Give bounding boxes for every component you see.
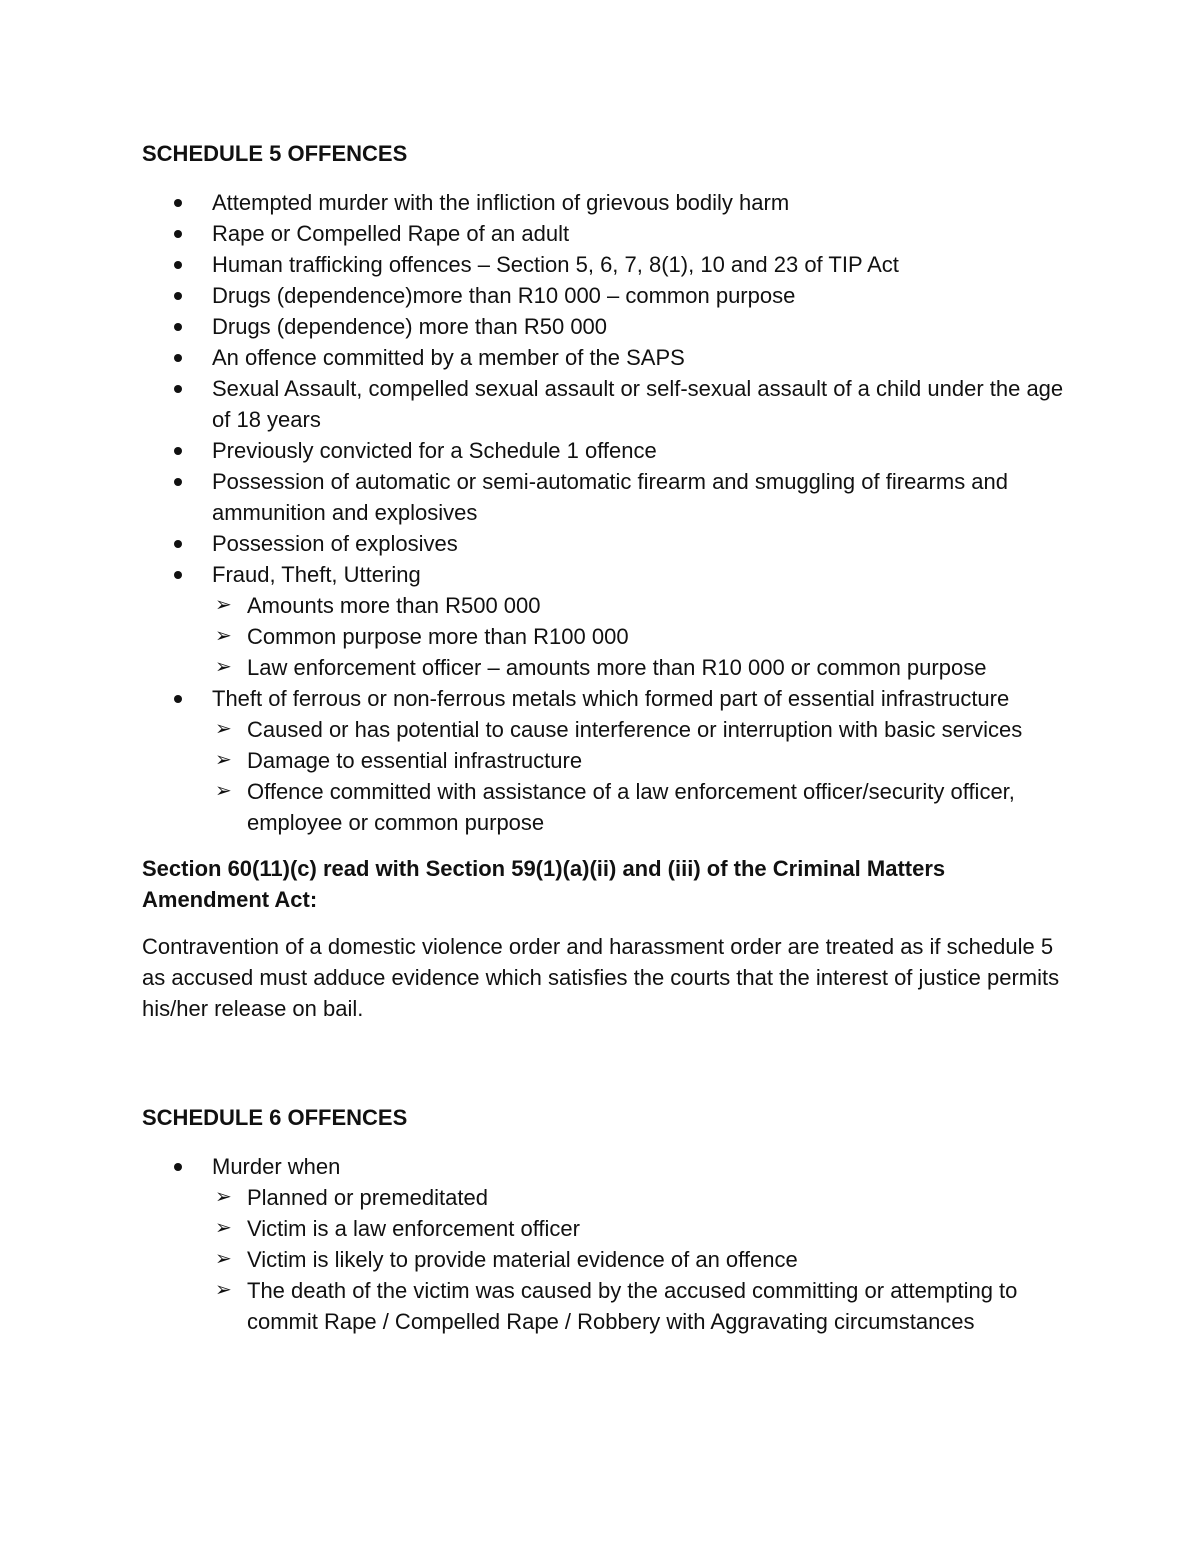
bullet-icon [174,695,182,703]
list-item [142,559,1072,683]
sub-list-item-text: Planned or premeditated [247,1185,488,1210]
sub-list-item [212,776,1072,838]
list-item [142,187,1072,218]
list-item [142,466,1072,528]
sub-list [212,714,1072,838]
bullet-icon [174,571,182,579]
schedule-5-list [142,187,1072,838]
list-item [142,683,1072,838]
bullet-icon [174,354,182,362]
sub-list-item [212,590,1072,621]
bullet-icon [174,261,182,269]
sub-list [212,1182,1072,1337]
sub-list-item [212,714,1072,745]
list-item-text: Drugs (dependence)more than R10 000 – common purpose [212,283,796,308]
list-item [142,218,1072,249]
list-item-text: Murder when [212,1154,341,1179]
sub-list-item-text: Victim is a law enforcement officer [247,1216,580,1241]
list-item [142,280,1072,311]
sub-list-item-text: Caused or has potential to cause interference or interruption with basic services [247,717,1023,742]
bullet-icon [174,292,182,300]
schedule-6-list [142,1151,1072,1337]
list-item [142,249,1072,280]
arrow-bullet-icon: ➢ [215,1248,232,1270]
sub-list-item-text: Victim is likely to provide material evidence of an offence [247,1247,798,1272]
bullet-icon [174,199,182,207]
arrow-bullet-icon: ➢ [215,749,232,771]
arrow-bullet-icon: ➢ [215,780,232,802]
sub-list-item-text: Common purpose more than R100 000 [247,624,629,649]
list-item [142,311,1072,342]
list-item-text: Possession of explosives [212,531,458,556]
document-page [142,138,1072,1337]
list-item-text: Sexual Assault, compelled sexual assault or self-sexual assault of a child under the age of 18 years [212,376,1064,432]
list-item-text: Possession of automatic or semi-automatic firearm and smuggling of firearms and ammunition and explosives [212,469,1009,525]
sub-list-item [212,621,1072,652]
list-item-text: Fraud, Theft, Uttering [212,562,421,587]
sub-list-item [212,1275,1072,1337]
list-item [142,435,1072,466]
arrow-bullet-icon: ➢ [215,594,232,616]
sub-list-item-text: The death of the victim was caused by the accused committing or attempting to commit Rape / Compelled Rape / Robbery with Aggravating circumstances [247,1278,1018,1334]
bullet-icon [174,540,182,548]
section-60-paragraph: Contravention of a domestic violence order and harassment order are treated as if schedule 5 as accused must adduce evidence which satisfies the courts that the interest of justice permits his/her release on bail. [142,934,1060,1021]
list-item-text: Human trafficking offences – Section 5, 6, 7, 8(1), 10 and 23 of TIP Act [212,252,899,277]
list-item [142,373,1072,435]
list-item-text: An offence committed by a member of the SAPS [212,345,685,370]
sub-list-item [212,1182,1072,1213]
bullet-icon [174,323,182,331]
sub-list-item-text: Amounts more than R500 000 [247,593,541,618]
sub-list [212,590,1072,683]
list-item [142,528,1072,559]
bullet-icon [174,230,182,238]
sub-list-item [212,652,1072,683]
sub-list-item-text: Offence committed with assistance of a law enforcement officer/security officer, employee or common purpose [247,779,1015,835]
sub-list-item-text: Law enforcement officer – amounts more than R10 000 or common purpose [247,655,987,680]
arrow-bullet-icon: ➢ [215,1279,232,1301]
list-item [142,342,1072,373]
section-60-heading: Section 60(11)(c) read with Section 59(1)(a)(ii) and (iii) of the Criminal Matters Amendment Act: [142,856,946,912]
list-item-text: Theft of ferrous or non-ferrous metals which formed part of essential infrastructure [212,686,1010,711]
list-item-text: Rape or Compelled Rape of an adult [212,221,570,246]
list-item-text: Attempted murder with the infliction of grievous bodily harm [212,190,790,215]
bullet-icon [174,1163,182,1171]
bullet-icon [174,478,182,486]
sub-list-item-text: Damage to essential infrastructure [247,748,583,773]
bullet-icon [174,447,182,455]
schedule-6-heading: SCHEDULE 6 OFFENCES [142,1105,408,1130]
arrow-bullet-icon: ➢ [215,656,232,678]
list-item-text: Drugs (dependence) more than R50 000 [212,314,608,339]
sub-list-item [212,1213,1072,1244]
schedule-5-heading: SCHEDULE 5 OFFENCES [142,141,408,166]
bullet-icon [174,385,182,393]
list-item [142,1151,1072,1337]
arrow-bullet-icon: ➢ [215,625,232,647]
sub-list-item [212,745,1072,776]
list-item-text: Previously convicted for a Schedule 1 offence [212,438,657,463]
arrow-bullet-icon: ➢ [215,718,232,740]
arrow-bullet-icon: ➢ [215,1217,232,1239]
sub-list-item [212,1244,1072,1275]
arrow-bullet-icon: ➢ [215,1186,232,1208]
